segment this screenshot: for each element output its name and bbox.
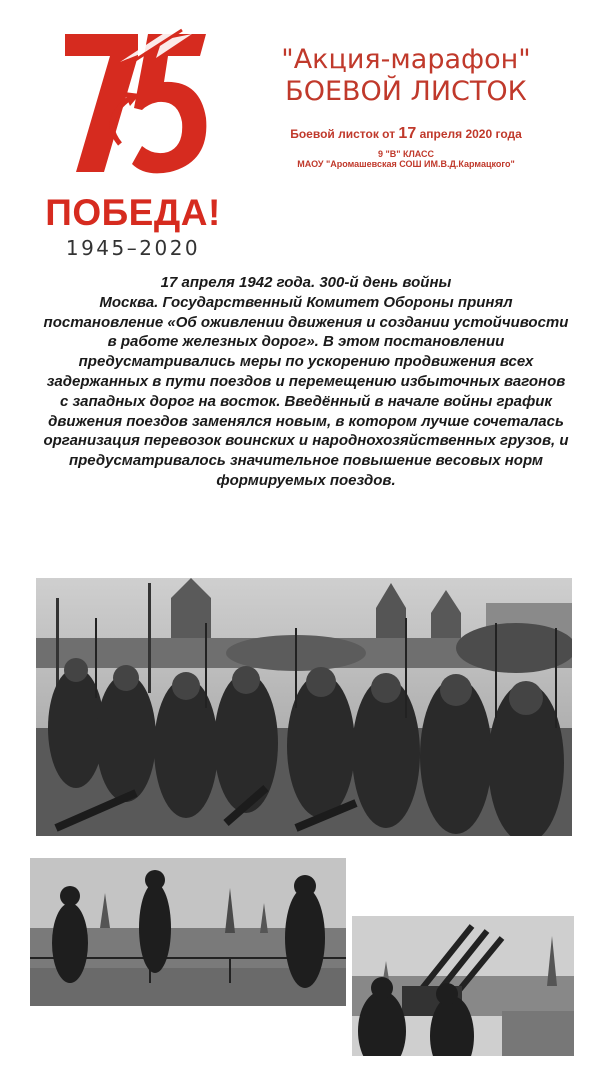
school-name: МАОУ "Аромашевская СОШ ИМ.В.Д.Кармацкого" [297, 159, 515, 169]
number-75-emblem [60, 22, 210, 187]
class-label: 9 "В" КЛАСС [377, 149, 435, 159]
marathon-title: "Акция-марафон" [281, 44, 531, 75]
soldiers-march-photo [36, 578, 572, 836]
logo-victory-word: ПОБЕДА! [45, 192, 221, 233]
article-body: Москва. Государственный Комитет Обороны принял постановление «Об оживлении движения и создании устойчивости в работе железных дорог». В этом постановлении предусматривались меры по ускорению продвижения всех задержанных в пути поездов и перемещению избыточных вагонов с западных дорог на восток. Введённый в начале войны график движения поездов заменялся новым, в котором лучше сочеталась организация перевозок воинских и народнохозяйственных грузов, и предусматривалось значительное повышение весовых норм формируемых поездов. [43, 293, 569, 489]
article-text [42, 273, 570, 491]
date-number: 17 [398, 125, 417, 142]
victory-75-logo [38, 22, 224, 262]
logo-years: 1945–2020 [65, 236, 201, 260]
leaflet-date [236, 125, 576, 143]
anti-aircraft-gun-photo [352, 916, 574, 1056]
observers-on-roof-photo [30, 858, 346, 1006]
header-block [236, 44, 576, 169]
leaflet-title: БОЕВОЙ ЛИСТОК [285, 76, 527, 107]
date-prefix: Боевой листок от [290, 127, 396, 141]
date-suffix: апреля 2020 года [419, 127, 522, 141]
article-headline: 17 апреля 1942 года. 300-й день войны [160, 274, 452, 291]
